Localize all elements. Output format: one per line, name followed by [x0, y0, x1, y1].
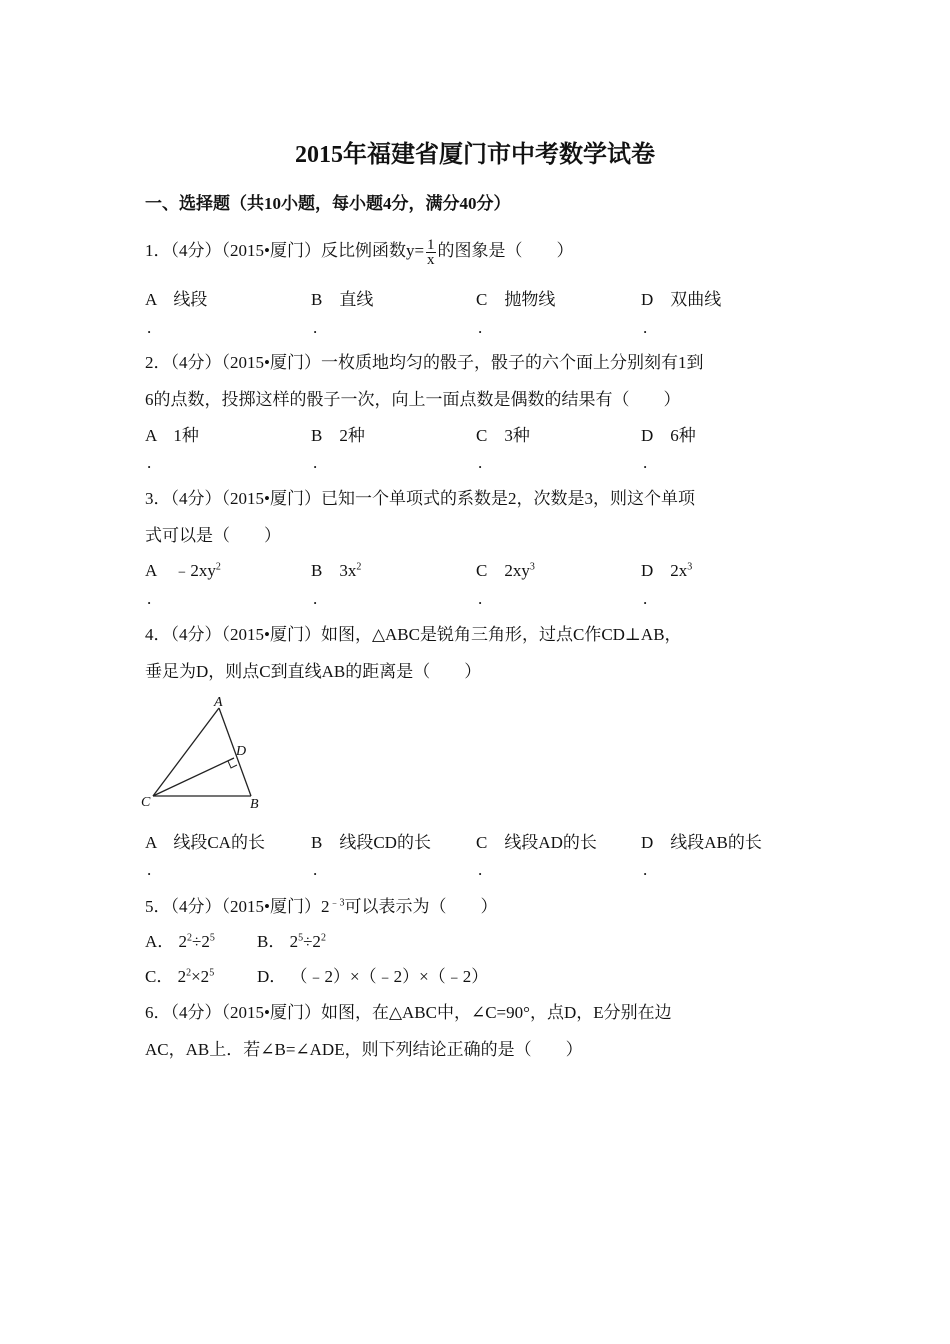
q3-option-a-exp: 2 [215, 561, 221, 573]
question-1-text-b: 的图象是（ ） [437, 241, 574, 260]
q3-option-a [145, 556, 221, 581]
q5-option-a-exp2: 5 [209, 932, 215, 944]
side-ca [153, 708, 219, 796]
q2-option-a: A 1种 [145, 426, 199, 445]
q3-option-d-text: D 2x [641, 561, 688, 580]
segment-cd [153, 758, 234, 796]
q1-option-a: A 线段 [145, 290, 208, 309]
triangle-diagram [140, 693, 280, 815]
q5-option-c-exp1: 2 [186, 967, 192, 979]
question-5-text-a: 5．（4分）（2015•厦门）2 [145, 897, 330, 916]
q1-option-c: C 抛物线 [476, 290, 556, 309]
q4-option-d: D 线段AB的长 [641, 833, 762, 852]
fraction-numerator: 1 [427, 236, 435, 253]
q3-option-a-text: A ﹣2xy [145, 561, 216, 580]
question-4-line-2: 垂足为D，则点C到直线AB的距离是（ ） [145, 662, 482, 681]
side-ab [219, 708, 251, 796]
right-angle-mark [228, 761, 237, 768]
question-6-line-2: AC，AB上．若∠B=∠ADE，则下列结论正确的是（ ） [145, 1040, 583, 1059]
q3-option-b [311, 556, 361, 581]
label-c: C [141, 795, 151, 810]
q1-option-b: B 直线 [311, 290, 374, 309]
q3-option-b-exp: 2 [356, 561, 362, 573]
question-6-line-1: 6．（4分）（2015•厦门）如图，在△ABC中，∠C=90°，点D，E分别在边 [145, 1003, 672, 1022]
q3-option-c-exp: 3 [529, 561, 535, 573]
option-dot: . [147, 453, 152, 472]
option-dot: . [478, 318, 483, 337]
question-2-line-1: 2．（4分）（2015•厦门）一枚质地均匀的骰子，骰子的六个面上分别刻有1到 [145, 353, 704, 372]
fraction [426, 238, 436, 267]
question-5-text-b: 可以表示为（ ） [344, 897, 498, 916]
q5-option-c-pre: C． 2 [145, 967, 187, 986]
triangle-figure [140, 693, 280, 820]
question-1-text-a: 1．（4分）（2015•厦门）反比例函数y= [145, 241, 425, 260]
q3-option-b-text: B 3x [311, 561, 357, 580]
question-5-stem [145, 892, 497, 917]
option-dot: . [313, 318, 318, 337]
question-3-line-1: 3．（4分）（2015•厦门）已知一个单项式的系数是2，次数是3，则这个单项 [145, 489, 695, 508]
q5-option-b [257, 927, 326, 952]
label-b: B [250, 797, 259, 812]
q5-option-d: D． （﹣2）×（﹣2）×（﹣2） [257, 967, 489, 986]
q2-option-c: C 3种 [476, 426, 530, 445]
option-dot: . [313, 860, 318, 879]
label-d: D [236, 744, 247, 759]
option-dot: . [313, 589, 318, 608]
question-5-exponent: ﹣3 [329, 897, 345, 909]
section-heading: 一、选择题（共10小题，每小题4分，满分40分） [145, 194, 511, 213]
q5-option-a-exp1: 2 [187, 932, 193, 944]
q3-option-d [641, 556, 692, 581]
question-2-line-2: 6的点数，投掷这样的骰子一次，向上一面点数是偶数的结果有（ ） [145, 390, 681, 409]
fraction-denominator: x [427, 251, 435, 268]
question-1-stem [145, 236, 574, 267]
option-dot: . [147, 860, 152, 879]
q5-option-a [145, 927, 215, 952]
option-dot: . [643, 860, 648, 879]
option-dot: . [478, 453, 483, 472]
q1-option-d: D 双曲线 [641, 290, 722, 309]
page-title: 2015年福建省厦门市中考数学试卷 [295, 142, 655, 168]
q5-option-b-exp1: 5 [298, 932, 304, 944]
q3-option-c [476, 556, 535, 581]
option-dot: . [147, 589, 152, 608]
option-dot: . [147, 318, 152, 337]
option-dot: . [478, 860, 483, 879]
label-a: A [214, 695, 223, 710]
q4-option-b: B 线段CD的长 [311, 833, 431, 852]
q5-option-a-mid: ÷2 [192, 932, 210, 951]
q4-option-c: C 线段AD的长 [476, 833, 597, 852]
q5-option-a-pre: A． 2 [145, 932, 188, 951]
q3-option-c-text: C 2xy [476, 561, 530, 580]
option-dot: . [313, 453, 318, 472]
q2-option-d: D 6种 [641, 426, 696, 445]
q5-option-b-pre: B． 2 [257, 932, 299, 951]
option-dot: . [643, 318, 648, 337]
q3-option-d-exp: 3 [687, 561, 693, 573]
option-dot: . [478, 589, 483, 608]
q5-option-b-mid: ÷2 [303, 932, 321, 951]
option-dot: . [643, 453, 648, 472]
question-4-line-1: 4．（4分）（2015•厦门）如图，△ABC是锐角三角形，过点C作CD⊥AB， [145, 625, 682, 644]
q5-option-c-exp2: 5 [209, 967, 215, 979]
q4-option-a: A 线段CA的长 [145, 833, 265, 852]
q2-option-b: B 2种 [311, 426, 365, 445]
option-dot: . [643, 589, 648, 608]
q5-option-c [145, 962, 214, 987]
q5-option-c-mid: ×2 [191, 967, 210, 986]
question-3-line-2: 式可以是（ ） [145, 526, 281, 545]
q5-option-b-exp2: 2 [320, 932, 326, 944]
